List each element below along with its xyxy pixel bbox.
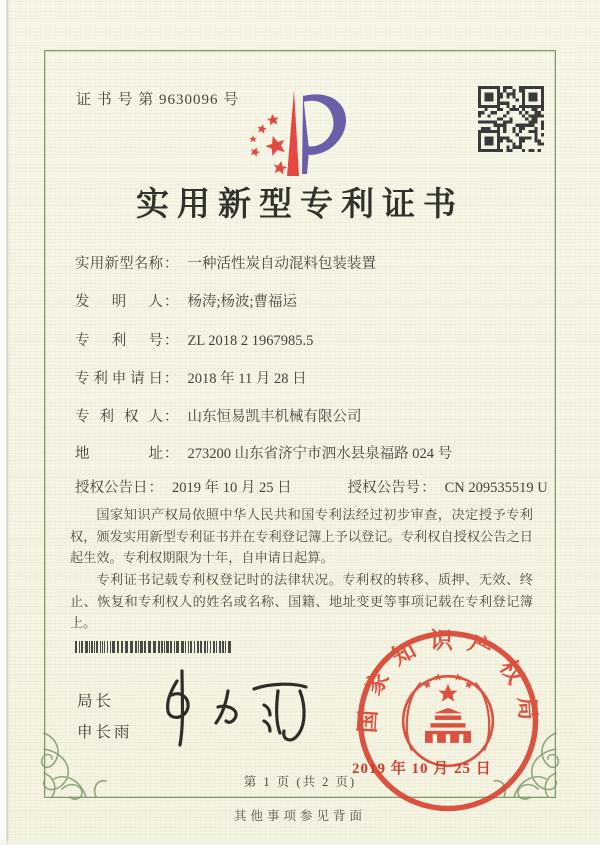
field-label: 发明人 [75,294,163,310]
certificate-number: 证 书 号 第 9630096 号 [76,92,240,108]
field-row-grant [75,476,548,497]
certificate-title: 实用新型专利证书 [136,187,464,223]
legal-paragraph-2: 专利证书记载专利权登记时的法律状况。专利权的转移、质押、无效、终止、恢复和专利权人的姓名或名称、国籍、地址变更等事项记载在专利登记簿上。 [70,571,533,631]
field-colon: ： [164,446,179,462]
national-emblem-icon [403,673,493,766]
field-row-patent-name [75,252,376,273]
field-label: 专利申请日 [75,371,163,387]
field-colon: ： [164,256,179,272]
field-row-address [75,442,452,463]
field-colon: ： [148,480,163,496]
field-row-patent-number [75,329,313,350]
field-row-inventors [75,290,297,311]
field-label: 实用新型名称 [75,256,163,272]
seal-date: 2019 年 10 月 25 日 [352,761,492,777]
field-value: 杨涛;杨波;曹福运 [187,294,298,310]
field-value: 一种活性炭自动混料包装装置 [187,256,376,272]
grant-date-label: 授权公告日 [75,480,148,496]
grant-no-value: CN 209535519 U [444,480,548,496]
scan-page-edge-bottom [0,839,600,845]
field-row-filing-date [75,367,307,388]
commissioner-signature [142,665,322,750]
field-label: 专利号 [75,333,163,349]
field-value: 273200 山东省济宁市泗水县泉福路 024 号 [187,446,453,462]
see-reverse-note: 其他事项参见背面 [233,809,366,823]
corner-flourish-ornament [40,683,136,801]
field-colon: ： [164,409,179,425]
legal-text-block [70,504,533,634]
page-number: 第 1 页 (共 2 页) [243,775,357,789]
signer-title: 局长 [77,693,115,710]
field-colon: ： [164,333,179,349]
field-value: 2018 年 11 月 28 日 [187,371,307,387]
signer-name: 申长雨 [77,724,133,741]
field-colon: ： [164,294,179,310]
field-label: 专利权人 [75,409,163,425]
field-row-patentee [75,405,362,426]
barcode [75,641,233,653]
field-colon: ： [164,371,179,387]
grant-date-value: 2019 年 10 月 25 日 [172,480,292,496]
qr-code [478,86,544,152]
legal-paragraph-1: 国家知识产权局依照中华人民共和国专利法经过初步审查，决定授予专利权，颁发实用新型专利证书并在专利登记簿上予以登记。专利权自授权公告之日起生效。专利权期限为十年，自申请日起算。 [70,507,533,566]
field-colon: ： [421,480,436,496]
cnipa-logo-icon [246,84,354,180]
field-label: 地址 [75,446,163,462]
cnipa-red-seal [355,628,541,814]
seal-text: 国家知识产权局 [355,628,541,734]
scan-page-edge [0,0,10,845]
field-value: ZL 2018 2 1967985.5 [187,333,314,349]
field-value: 山东恒易凯丰机械有限公司 [187,409,362,425]
grant-no-label: 授权公告号 [347,480,421,496]
